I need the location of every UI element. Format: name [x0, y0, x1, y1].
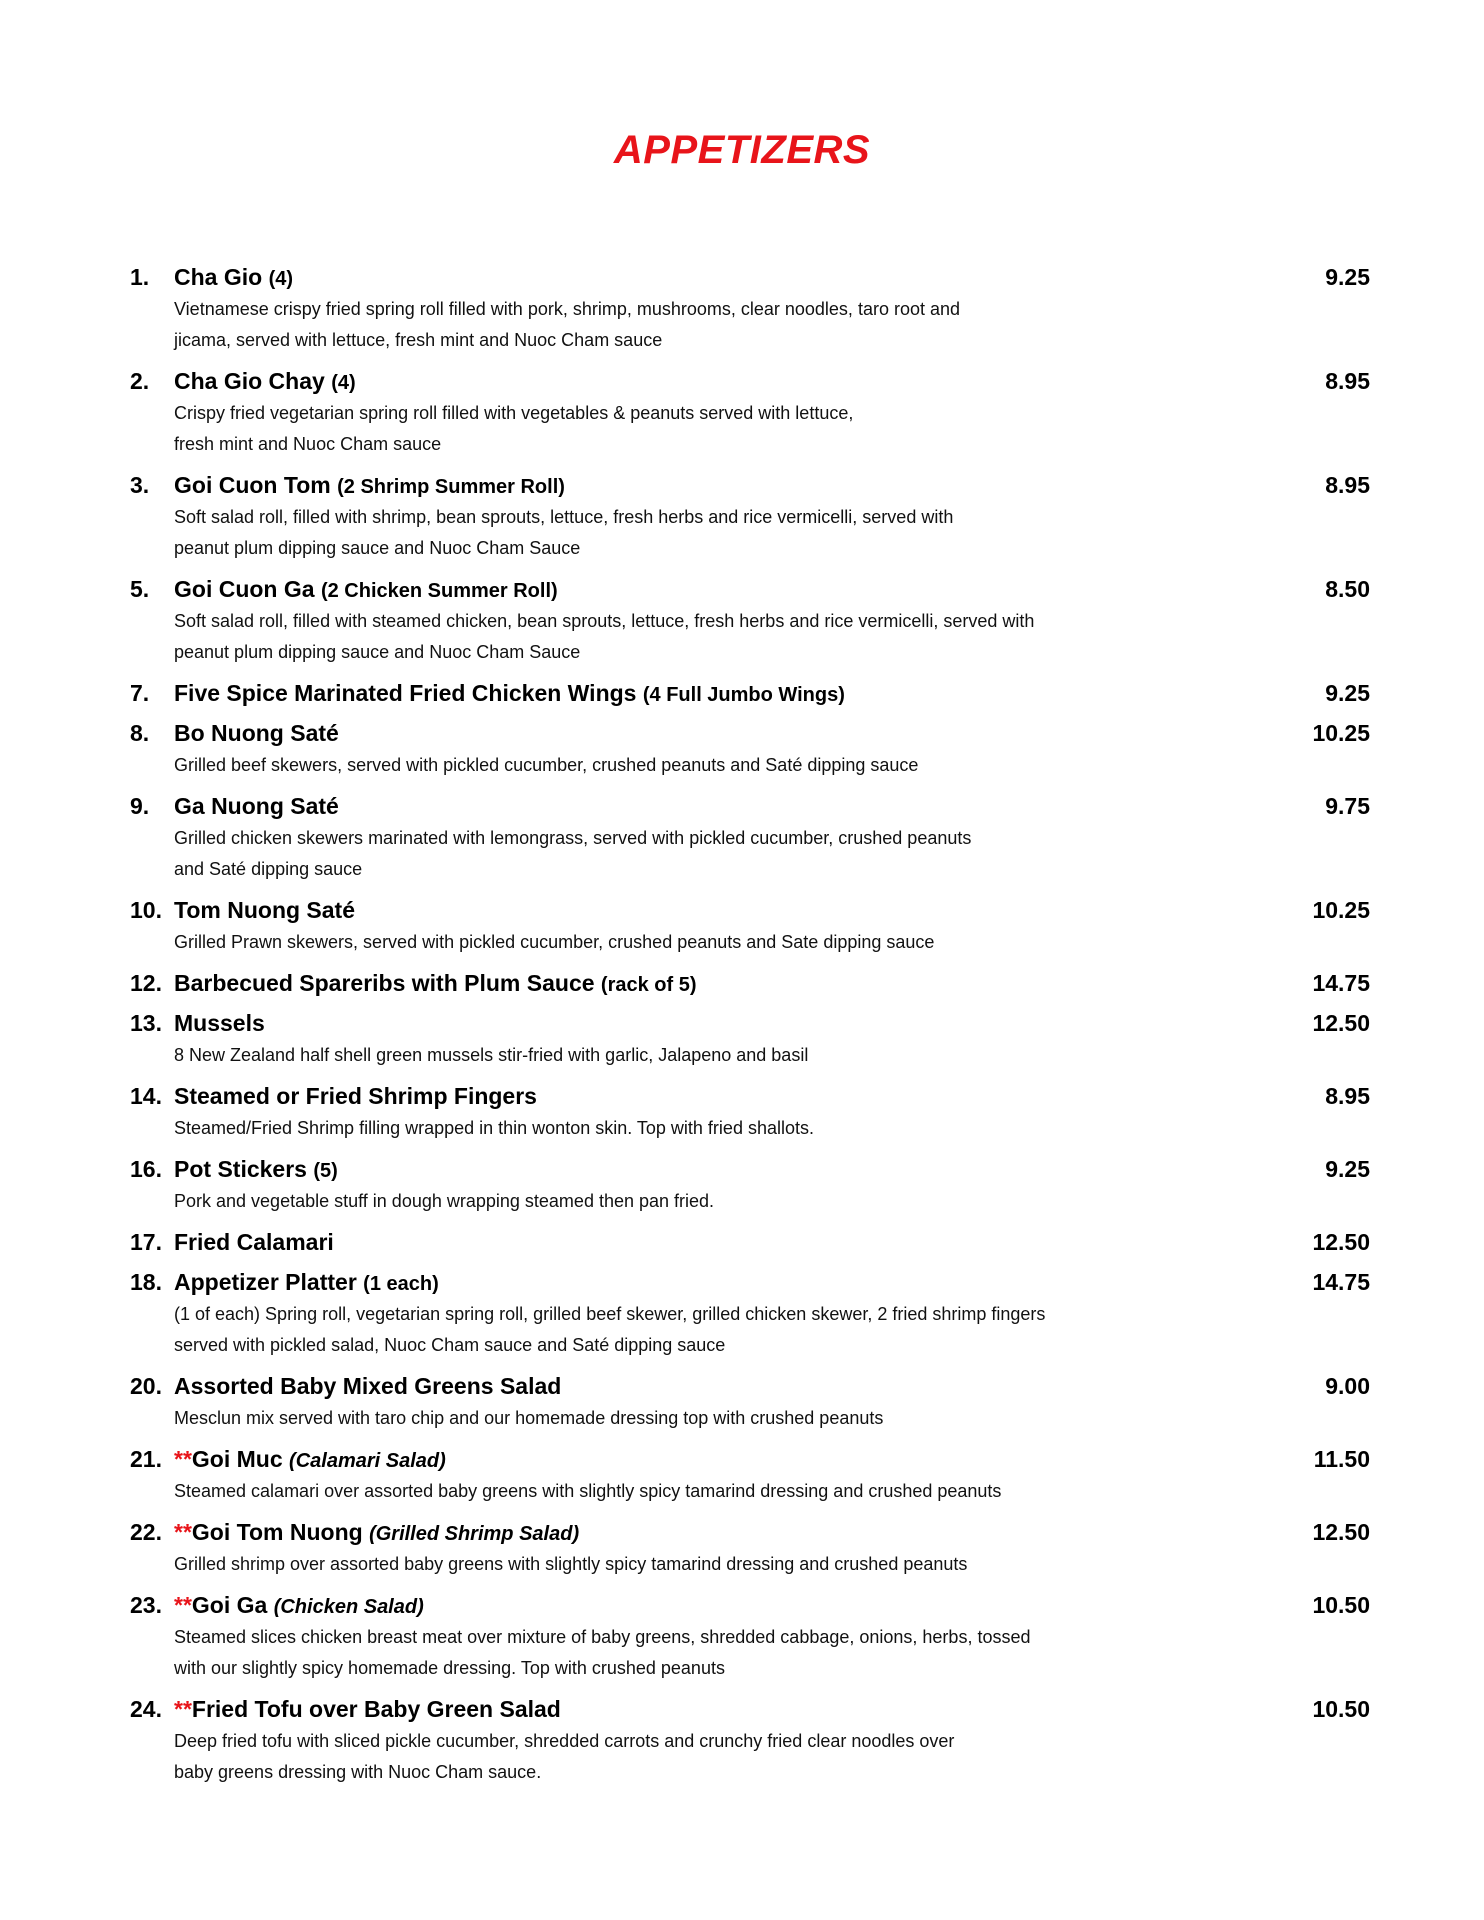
item-name-group: [174, 966, 697, 1002]
menu-item-header: [130, 364, 1370, 398]
item-number: 23.: [130, 1592, 162, 1618]
menu-item-header: [130, 572, 1370, 606]
description-line: Steamed/Fried Shrimp filling wrapped in thin wonton skin. Top with fried shallots.: [174, 1118, 814, 1138]
menu-item-header: [130, 1152, 1370, 1186]
menu-item: [130, 1692, 1370, 1790]
item-price: 9.25: [1325, 264, 1370, 290]
menu-item-header: [130, 716, 1370, 750]
menu-item: [130, 1006, 1370, 1073]
description-line: Grilled chicken skewers marinated with lemongrass, served with pickled cucumber, crushed peanuts: [174, 828, 972, 848]
item-description: [174, 1113, 1370, 1146]
item-number: 1.: [130, 264, 150, 290]
item-name-group: [174, 468, 565, 504]
item-name-group: [174, 1515, 579, 1551]
item-qualifier: (1 each): [363, 1273, 439, 1295]
description-line: with our slightly spicy homemade dressing. Top with crushed peanuts: [174, 1658, 725, 1678]
item-number: 10.: [130, 897, 162, 923]
menu-item: [130, 1442, 1370, 1509]
description-line: Soft salad roll, filled with shrimp, bean sprouts, lettuce, fresh herbs and rice vermicelli, served with: [174, 507, 954, 527]
item-price: 14.75: [1312, 1269, 1370, 1295]
item-number: 22.: [130, 1519, 162, 1545]
item-number: 14.: [130, 1083, 162, 1109]
item-price: 9.25: [1325, 1156, 1370, 1182]
description-line: Steamed slices chicken breast meat over mixture of baby greens, shredded cabbage, onions, herbs, tossed: [174, 1627, 1031, 1647]
item-qualifier: (rack of 5): [600, 974, 697, 996]
item-description: [174, 1622, 1370, 1686]
item-name: Appetizer Platter: [174, 1269, 357, 1295]
item-name-group: [174, 1225, 334, 1259]
item-name-group: [174, 1588, 424, 1624]
description-line: Grilled shrimp over assorted baby greens with slightly spicy tamarind dressing and crushed peanuts: [174, 1554, 968, 1574]
menu-item-header: [130, 1079, 1370, 1113]
menu-item: [130, 1225, 1370, 1259]
item-name: Goi Tom Nuong: [191, 1519, 363, 1545]
menu-item: [130, 260, 1370, 358]
menu-item-header: [130, 1588, 1370, 1622]
item-name: Bo Nuong Saté: [174, 720, 339, 746]
item-description: [174, 606, 1370, 670]
item-name-group: [174, 1265, 439, 1301]
item-number: 17.: [130, 1229, 162, 1255]
item-name-group: [174, 1079, 537, 1113]
item-price: 10.25: [1312, 897, 1370, 923]
item-name: Cha Gio Chay: [174, 368, 325, 394]
item-qualifier: (5): [313, 1160, 338, 1182]
description-line: baby greens dressing with Nuoc Cham sauce.: [174, 1762, 542, 1782]
spicy-marker: **: [174, 1446, 192, 1472]
item-number: 20.: [130, 1373, 162, 1399]
item-number: 7.: [130, 680, 150, 706]
item-price: 10.25: [1312, 720, 1370, 746]
menu-item-header: [130, 1225, 1370, 1259]
item-number: 13.: [130, 1010, 162, 1036]
description-line: jicama, served with lettuce, fresh mint and Nuoc Cham sauce: [174, 330, 663, 350]
item-name-group: [174, 676, 845, 712]
item-price: 9.25: [1325, 680, 1370, 706]
item-name: Mussels: [174, 1010, 265, 1036]
spicy-marker: **: [174, 1592, 192, 1618]
item-name: Fried Calamari: [174, 1229, 334, 1255]
item-name: Cha Gio: [174, 264, 263, 290]
menu-item: [130, 1515, 1370, 1582]
item-name-group: [174, 1692, 561, 1726]
page-title: APPETIZERS: [613, 128, 871, 172]
description-line: Grilled beef skewers, served with pickled cucumber, crushed peanuts and Saté dipping sauce: [174, 755, 919, 775]
description-line: Steamed calamari over assorted baby greens with slightly spicy tamarind dressing and crushed peanuts: [174, 1481, 1002, 1501]
item-price: 8.95: [1325, 1083, 1370, 1109]
item-name: Barbecued Spareribs with Plum Sauce: [174, 970, 595, 996]
item-name: Five Spice Marinated Fried Chicken Wings: [174, 680, 637, 706]
item-name-group: [174, 1152, 338, 1188]
item-name-group: [174, 716, 339, 750]
item-description: [174, 1476, 1370, 1509]
menu-item: [130, 572, 1370, 670]
item-name: Steamed or Fried Shrimp Fingers: [174, 1083, 537, 1109]
item-price: 12.50: [1312, 1519, 1370, 1545]
menu-item: [130, 1079, 1370, 1146]
item-description: [174, 823, 1370, 887]
description-line: Grilled Prawn skewers, served with pickled cucumber, crushed peanuts and Sate dipping sauce: [174, 932, 935, 952]
item-number: 3.: [130, 472, 150, 498]
description-line: peanut plum dipping sauce and Nuoc Cham Sauce: [174, 642, 581, 662]
description-line: peanut plum dipping sauce and Nuoc Cham Sauce: [174, 538, 581, 558]
item-name: Pot Stickers: [174, 1156, 307, 1182]
menu-item-header: [130, 789, 1370, 823]
item-price: 14.75: [1312, 970, 1370, 996]
item-name-group: [174, 789, 339, 823]
menu-item-header: [130, 1442, 1370, 1476]
description-line: Deep fried tofu with sliced pickle cucumber, shredded carrots and crunchy fried clear noodles over: [174, 1731, 955, 1751]
spicy-marker: **: [174, 1696, 192, 1722]
menu-item-header: [130, 260, 1370, 294]
item-name: Assorted Baby Mixed Greens Salad: [174, 1373, 562, 1399]
menu-item-header: [130, 966, 1370, 1000]
item-qualifier: (Chicken Salad): [273, 1596, 424, 1618]
menu-item-header: [130, 1692, 1370, 1726]
item-number: 2.: [130, 368, 150, 394]
item-name: Goi Cuon Tom: [174, 472, 331, 498]
menu-item-header: [130, 468, 1370, 502]
item-name-group: [174, 1369, 561, 1403]
menu-item: [130, 676, 1370, 710]
item-description: [174, 1549, 1370, 1582]
item-price: 9.00: [1325, 1373, 1370, 1399]
item-description: [174, 1040, 1370, 1073]
item-description: [174, 398, 1370, 462]
description-line: and Saté dipping sauce: [174, 859, 363, 879]
menu-item-header: [130, 1515, 1370, 1549]
item-number: 16.: [130, 1156, 162, 1182]
item-price: 8.95: [1325, 472, 1370, 498]
menu-item: [130, 1265, 1370, 1363]
menu-item: [130, 1152, 1370, 1219]
item-number: 12.: [130, 970, 162, 996]
item-price: 12.50: [1312, 1010, 1370, 1036]
item-price: 12.50: [1312, 1229, 1370, 1255]
description-line: (1 of each) Spring roll, vegetarian spring roll, grilled beef skewer, grilled chicken skewer, 2 fried shrimp fingers: [174, 1304, 1046, 1324]
spicy-marker: **: [174, 1519, 192, 1545]
menu-item: [130, 364, 1370, 462]
item-name-group: [174, 572, 558, 608]
menu-item-header: [130, 676, 1370, 710]
item-description: [174, 502, 1370, 566]
item-description: [174, 750, 1370, 783]
item-description: [174, 1403, 1370, 1436]
menu-item-header: [130, 893, 1370, 927]
item-name: Ga Nuong Saté: [174, 793, 339, 819]
item-number: 24.: [130, 1696, 162, 1722]
item-name-group: [174, 1442, 446, 1478]
item-qualifier: (4): [268, 268, 294, 290]
item-description: [174, 927, 1370, 960]
item-name: Goi Ga: [191, 1592, 268, 1618]
menu-item-header: [130, 1006, 1370, 1040]
item-name-group: [174, 893, 355, 927]
item-qualifier: (4 Full Jumbo Wings): [642, 684, 845, 706]
description-line: Vietnamese crispy fried spring roll filled with pork, shrimp, mushrooms, clear noodles, taro root and: [174, 299, 961, 319]
description-line: Crispy fried vegetarian spring roll filled with vegetables & peanuts served with lettuce,: [174, 403, 854, 423]
description-line: 8 New Zealand half shell green mussels stir-fried with garlic, Jalapeno and basil: [174, 1045, 809, 1065]
item-price: 8.50: [1325, 576, 1370, 602]
menu-item-list: [130, 260, 1370, 1796]
description-line: fresh mint and Nuoc Cham sauce: [174, 434, 442, 454]
menu-item-header: [130, 1369, 1370, 1403]
menu-item: [130, 1588, 1370, 1686]
item-qualifier: (2 Chicken Summer Roll): [320, 580, 558, 602]
item-qualifier: (Grilled Shrimp Salad): [369, 1523, 580, 1545]
description-line: Pork and vegetable stuff in dough wrapping steamed then pan fried.: [174, 1191, 715, 1211]
menu-item: [130, 468, 1370, 566]
menu-item: [130, 966, 1370, 1000]
menu-item-header: [130, 1265, 1370, 1299]
item-name-group: [174, 364, 356, 400]
item-name-group: [174, 260, 293, 296]
item-number: 8.: [130, 720, 150, 746]
item-number: 18.: [130, 1269, 162, 1295]
menu-item: [130, 789, 1370, 887]
item-number: 21.: [130, 1446, 162, 1472]
description-line: served with pickled salad, Nuoc Cham sauce and Saté dipping sauce: [174, 1335, 726, 1355]
item-price: 10.50: [1312, 1592, 1370, 1618]
item-qualifier: (2 Shrimp Summer Roll): [337, 476, 565, 498]
item-price: 8.95: [1325, 368, 1370, 394]
item-description: [174, 1186, 1370, 1219]
description-line: Soft salad roll, filled with steamed chicken, bean sprouts, lettuce, fresh herbs and rice vermicelli, served with: [174, 611, 1035, 631]
menu-item: [130, 893, 1370, 960]
item-number: 9.: [130, 793, 150, 819]
menu-item: [130, 716, 1370, 783]
item-price: 9.75: [1325, 793, 1370, 819]
item-description: [174, 294, 1370, 358]
item-name: Goi Cuon Ga: [174, 576, 315, 602]
item-description: [174, 1726, 1370, 1790]
menu-item: [130, 1369, 1370, 1436]
item-qualifier: (Calamari Salad): [289, 1450, 446, 1472]
item-price: 10.50: [1312, 1696, 1370, 1722]
item-name-group: [174, 1006, 265, 1040]
item-description: [174, 1299, 1370, 1363]
item-name: Fried Tofu over Baby Green Salad: [191, 1696, 561, 1722]
item-name: Tom Nuong Saté: [174, 897, 356, 923]
item-price: 11.50: [1313, 1446, 1370, 1472]
item-number: 5.: [130, 576, 150, 602]
item-name: Goi Muc: [191, 1446, 283, 1472]
item-qualifier: (4): [331, 372, 356, 394]
description-line: Mesclun mix served with taro chip and our homemade dressing top with crushed peanuts: [174, 1408, 884, 1428]
